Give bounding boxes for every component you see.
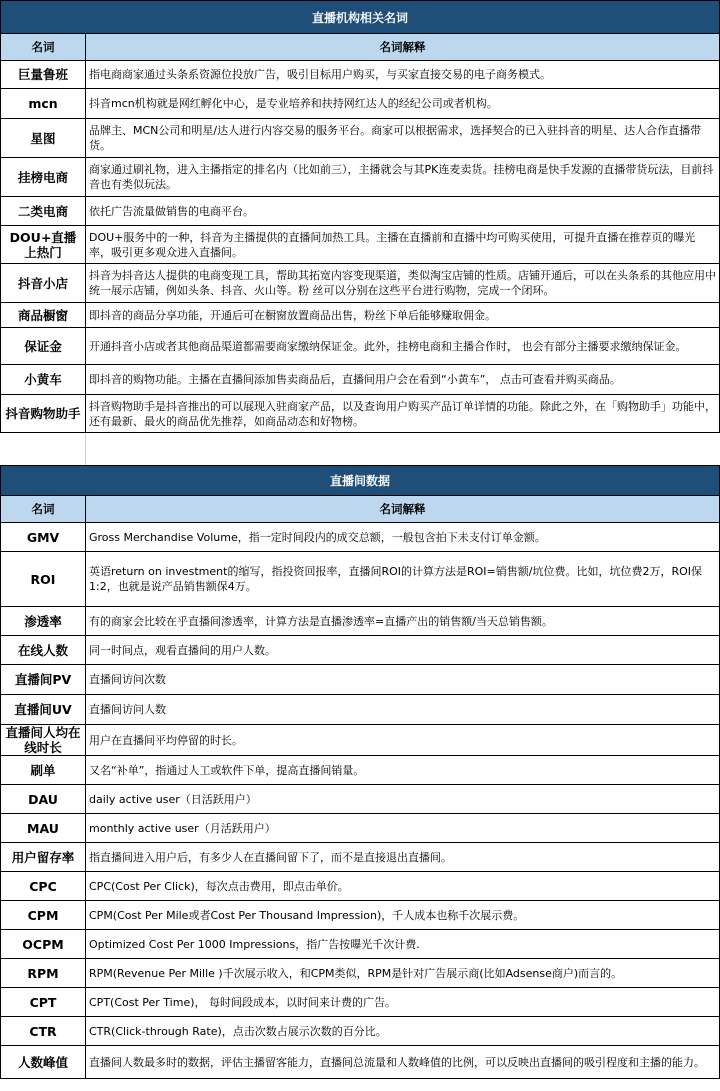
description-cell: monthly active user（月活跃用户）	[86, 814, 720, 843]
table-row	[1, 756, 720, 785]
table-row	[1, 365, 720, 395]
description-cell: CTR(Click-through Rate)，点击次数占展示次数的百分比。	[86, 1017, 720, 1046]
description-cell: RPM(Revenue Per Mille )千次展示收入，和CPM类似，RPM是针对广告展示商(比如Adsense商户)而言的。	[86, 959, 720, 988]
description-cell: DOU+服务中的一种，抖音为主播提供的直播间加热工具。主播在直播前和直播中均可购买使用，可提升直播在推荐页的曝光率，吸引更多观众进入直播间。	[86, 226, 720, 264]
term-cell: RPM	[1, 959, 86, 988]
table-row	[1, 785, 720, 814]
term-cell: 刷单	[1, 756, 86, 785]
description-cell: 开通抖音小店或者其他商品渠道都需要商家缴纳保证金。此外，挂榜电商和主播合作时， 也会有部分主播要求缴纳保证金。	[86, 328, 720, 365]
term-cell: 用户留存率	[1, 843, 86, 872]
description-cell: 即抖音的商品分享功能，开通后可在橱窗放置商品出售，粉丝下单后能够赚取佣金。	[86, 303, 720, 328]
description-cell: 抖音mcn机构就是网红孵化中心，是专业培养和扶持网红达人的经纪公司或者机构。	[86, 89, 720, 119]
table-row	[1, 61, 720, 89]
section-title: 直播间数据	[1, 466, 720, 496]
table-row	[1, 303, 720, 328]
description-cell: 指电商商家通过头条系资源位投放广告，吸引目标用户购买，与买家直接交易的电子商务模式。	[86, 61, 720, 89]
term-cell: OCPM	[1, 930, 86, 959]
table-row	[1, 607, 720, 636]
description-cell: 依托广告流量做销售的电商平台。	[86, 197, 720, 226]
table-row	[1, 89, 720, 119]
header-row	[1, 496, 720, 523]
table-live-room-data	[0, 465, 720, 1079]
table-row	[1, 901, 720, 930]
description-cell: 直播间访问人数	[86, 695, 720, 725]
term-cell: MAU	[1, 814, 86, 843]
table-row	[1, 328, 720, 365]
term-cell: CTR	[1, 1017, 86, 1046]
term-cell: 抖音购物助手	[1, 395, 86, 433]
table-row	[1, 959, 720, 988]
term-cell: DOU+直播上热门	[1, 226, 86, 264]
table-row	[1, 814, 720, 843]
column-header-term: 名词	[1, 496, 86, 523]
section-title: 直播机构相关名词	[1, 1, 720, 34]
term-cell: 商品橱窗	[1, 303, 86, 328]
description-cell: 同一时间点，观看直播间的用户人数。	[86, 636, 720, 665]
term-cell: CPT	[1, 988, 86, 1017]
term-cell: 渗透率	[1, 607, 86, 636]
term-cell: DAU	[1, 785, 86, 814]
table-row	[1, 636, 720, 665]
section-title-row	[1, 1, 720, 34]
description-cell: 有的商家会比较在乎直播间渗透率，计算方法是直播渗透率=直播产出的销售额/当天总销售额。	[86, 607, 720, 636]
section-title-row	[1, 466, 720, 496]
term-cell: 人数峰值	[1, 1046, 86, 1079]
description-cell: 直播间人数最多时的数据，评估主播留客能力，直播间总流量和人数峰值的比例，可以反映出直播间的吸引程度和主播的能力。	[86, 1046, 720, 1079]
table-row	[1, 552, 720, 607]
column-header-term: 名词	[1, 34, 86, 61]
table-row	[1, 226, 720, 264]
table-row	[1, 1017, 720, 1046]
table-row	[1, 988, 720, 1017]
term-cell: 小黄车	[1, 365, 86, 395]
term-cell: 挂榜电商	[1, 158, 86, 197]
column-header-description: 名词解释	[86, 34, 720, 61]
term-cell: 抖音小店	[1, 264, 86, 303]
description-cell: 直播间访问次数	[86, 665, 720, 695]
term-cell: CPM	[1, 901, 86, 930]
description-cell: 抖音购物助手是抖音推出的可以展现入驻商家产品，以及查询用户购买产品订单详情的功能。除此之外，在「购物助手」功能中，还有最新、最火的商品优先推荐，如商品动态和好物榜。	[86, 395, 720, 433]
term-cell: 巨量鲁班	[1, 61, 86, 89]
table-row	[1, 665, 720, 695]
column-header-description: 名词解释	[86, 496, 720, 523]
description-cell: 用户在直播间平均停留的时长。	[86, 725, 720, 756]
term-cell: 二类电商	[1, 197, 86, 226]
description-cell: 抖音为抖音达人提供的电商变现工具，帮助其拓宽内容变现渠道，类似淘宝店铺的性质。店铺开通后，可以在头条系的其他应用中统一展示店铺，例如头条、抖音、火山等。粉 丝可以分别在这些平台进行购物，完成一个闭环。	[86, 264, 720, 303]
term-cell: ROI	[1, 552, 86, 607]
table-row	[1, 930, 720, 959]
section-spacer	[85, 433, 719, 465]
term-cell: mcn	[1, 89, 86, 119]
description-cell: Optimized Cost Per 1000 Impressions，指广告按曝光千次计费.	[86, 930, 720, 959]
term-cell: 星图	[1, 119, 86, 158]
description-cell: 商家通过刷礼物，进入主播指定的排名内（比如前三），主播就会与其PK连麦卖货。挂榜电商是快手发源的直播带货玩法，目前抖音也有类似玩法。	[86, 158, 720, 197]
table-row	[1, 1046, 720, 1079]
table-row	[1, 872, 720, 901]
term-cell: 直播间PV	[1, 665, 86, 695]
table-live-agency-terms	[0, 0, 720, 433]
description-cell: CPM(Cost Per Mile或者Cost Per Thousand Impression)，千人成本也称千次展示费。	[86, 901, 720, 930]
table-row	[1, 843, 720, 872]
description-cell: 即抖音的购物功能。主播在直播间添加售卖商品后，直播间用户会在看到“小黄车”， 点击可查看并购买商品。	[86, 365, 720, 395]
table-row	[1, 523, 720, 552]
term-cell: 直播间UV	[1, 695, 86, 725]
table-row	[1, 395, 720, 433]
term-cell: 直播间人均在线时长	[1, 725, 86, 756]
table-row	[1, 725, 720, 756]
table-row	[1, 197, 720, 226]
description-cell: CPC(Cost Per Click)，每次点击费用，即点击单价。	[86, 872, 720, 901]
table-row	[1, 158, 720, 197]
term-cell: 在线人数	[1, 636, 86, 665]
term-cell: CPC	[1, 872, 86, 901]
description-cell: CPT(Cost Per Time)， 每时间段成本，以时间来计费的广告。	[86, 988, 720, 1017]
description-cell: 又名“补单”，指通过人工或软件下单，提高直播间销量。	[86, 756, 720, 785]
table-row	[1, 695, 720, 725]
term-cell: 保证金	[1, 328, 86, 365]
table-row	[1, 119, 720, 158]
description-cell: 品牌主、MCN公司和明星/达人进行内容交易的服务平台。商家可以根据需求，选择契合的已入驻抖音的明星、达人合作直播带货。	[86, 119, 720, 158]
term-cell: GMV	[1, 523, 86, 552]
description-cell: 指直播间进入用户后，有多少人在直播间留下了，而不是直接退出直播间。	[86, 843, 720, 872]
description-cell: 英语return on investment的缩写，指投资回报率，直播间ROI的计算方法是ROI=销售额/坑位费。比如，坑位费2万，ROI保1:2，也就是说产品销售额保4万。	[86, 552, 720, 607]
table-row	[1, 264, 720, 303]
description-cell: daily active user（日活跃用户）	[86, 785, 720, 814]
description-cell: Gross Merchandise Volume，指一定时间段内的成交总额，一般包含拍下未支付订单金额。	[86, 523, 720, 552]
header-row	[1, 34, 720, 61]
